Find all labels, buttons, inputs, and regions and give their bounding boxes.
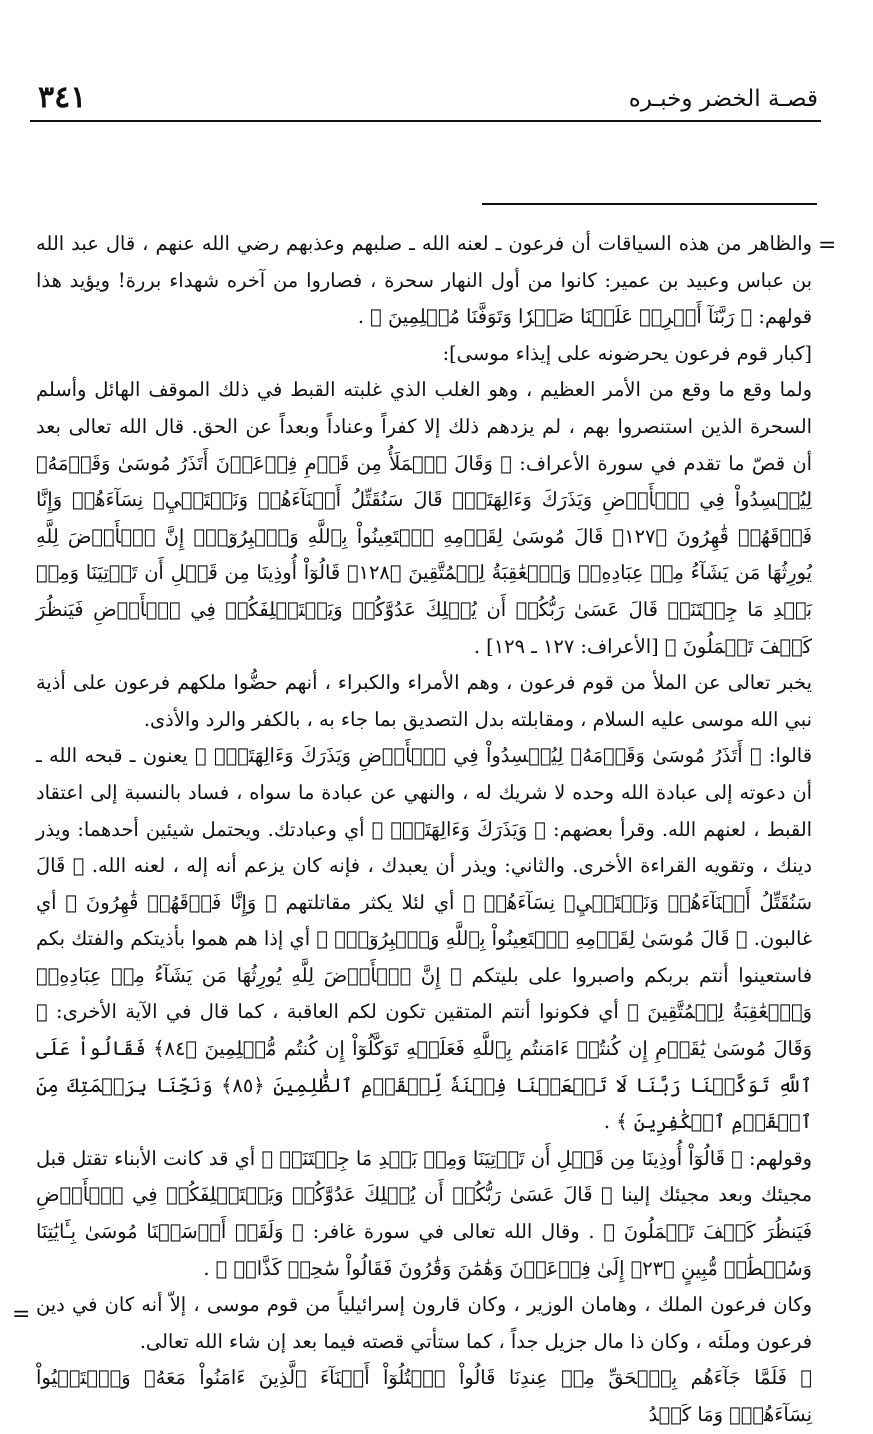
- continuation-mark: =: [818, 233, 837, 258]
- paragraph: وكان فرعون الملك ، وهامان الوزير ، وكان قارون إسرائيلياً من قوم موسى ، إلاّ أنه كان في دين فرعون وملَئه ، وكان ذا مال جزيل جداً ، كما ستأتي قصته فيما بعد إن شاء الله تعالى.: [36, 1293, 812, 1353]
- running-title: قصـة الخضر وخبـره: [628, 86, 818, 112]
- footnote-separator: [482, 203, 817, 205]
- paragraph: ﴿ فَلَمَّا جَآءَهُم بِٱلۡحَقِّ مِنۡ عِندِنَا قَالُواْ ٱقۡتُلُوٓاْ أَبۡنَآءَ ٱلَّذِينَ ءَامَنُواْ مَعَهُۥ وَٱسۡتَحۡيُواْ نِسَآءَهُمۡۚ وَمَا كَيۡدُ: [36, 1366, 812, 1426]
- paragraph: يخبر تعالى عن الملأ من قوم فرعون ، وهم الأمراء والكبراء ، أنهم حضُّوا ملكهم فرعون على أذية نبي الله موسى عليه السلام ، ومقابلته بدل التصديق بما جاء به ، بالكفر والرد والأذى.: [36, 671, 812, 731]
- page-body: [36, 226, 812, 1434]
- header-rule: [30, 120, 821, 122]
- section-heading: [كبار قوم فرعون يحرضونه على إيذاء موسى]:: [442, 341, 812, 365]
- paragraph: ولما وقع ما وقع من الأمر العظيم ، وهو الغلب الذي غلبته القبط في ذلك الموقف الهائل وأسلم السحرة الذين استنصروا بهم ، لم يزدهم ذلك إلا كفراً وعناداً وبعداً عن الحق. قال الله تعالى بعد أن قصّ ما تقدم في سورة الأعراف: ﴿ وَقَالَ ٱلۡمَلَأُ مِن قَوۡمِ فِرۡعَوۡنَ أَتَذَرُ مُوسَىٰ وَقَوۡمَهُۥ لِيُفۡسِدُواْ فِي ٱلۡأَرۡضِ وَيَذَرَكَ وَءَالِهَتَكَۚ قَالَ سَنُقَتِّلُ أَبۡنَآءَهُمۡ وَنَسۡتَحۡيِۦ نِسَآءَهُمۡ وَإِنَّا فَوۡقَهُمۡ قَٰهِرُونَ ﴿١٢٧﴾ قَالَ مُوسَىٰ لِقَوۡمِهِ ٱسۡتَعِينُواْ بِٱللَّهِ وَٱصۡبِرُوٓاْۖ إِنَّ ٱلۡأَرۡضَ لِلَّهِ يُورِثُهَا مَن يَشَآءُ مِنۡ عِبَادِهِۦۖ وَٱلۡعَٰقِبَةُ لِلۡمُتَّقِينَ ﴿١٢٨﴾ قَالُوٓاْ أُوذِينَا مِن قَبۡلِ أَن تَأۡتِيَنَا وَمِنۢ بَعۡدِ مَا جِئۡتَنَاۚ قَالَ عَسَىٰ رَبُّكُمۡ أَن يُهۡلِكَ عَدُوَّكُمۡ وَيَسۡتَخۡلِفَكُمۡ فِي ٱلۡأَرۡضِ فَيَنظُرَ كَيۡفَ تَعۡمَلُونَ ﴾ [الأعراف: ١٢٧ ـ ١٢٩] .: [36, 378, 812, 658]
- page-number: ٣٤١: [38, 80, 87, 115]
- continuation-mark-end: =: [12, 1302, 31, 1327]
- page-header: [38, 78, 818, 126]
- paragraph: والظاهر من هذه السياقات أن فرعون ـ لعنه الله ـ صلبهم وعذبهم رضي الله عنهم ، قال عبد الله بن عباس وعبيد بن عمير: كانوا من أول النهار سحرة ، فصاروا من آخره شهداء بررة! ويؤيد هذا قولهم: ﴿ رَبَّنَآ أَفۡرِغۡ عَلَيۡنَا صَبۡرٗا وَتَوَفَّنَا مُسۡلِمِينَ ﴾ .: [36, 232, 812, 329]
- paragraph: قالوا: ﴿ أَتَذَرُ مُوسَىٰ وَقَوۡمَهُۥ لِيُفۡسِدُواْ فِي ٱلۡأَرۡضِ وَيَذَرَكَ وَءَالِهَتَكَۚ ﴾ يعنون ـ قبحه الله ـ أن دعوته إلى عبادة الله وحده لا شريك له ، والنهي عن عبادة ما سواه ، فساد بالنسبة إلى اعتقاد القبط ، لعنهم الله. وقرأ بعضهم: ﴿ وَيَذَرَكَ وَءَالِهَتَكَۚ ﴾ أي وعبادتك. ويحتمل شيئين أحدهما: ويذر دينك ، وتقويه القراءة الأخرى. والثاني: ويذر أن يعبدك ، فإنه كان يزعم أنه إله ، لعنه الله. ﴿ قَالَ سَنُقَتِّلُ أَبۡنَآءَهُمۡ وَنَسۡتَحۡيِۦ نِسَآءَهُمۡ ﴾ أي لئلا يكثر مقاتلتهم ﴿ وَإِنَّا فَوۡقَهُمۡ قَٰهِرُونَ ﴾ أي غالبون. ﴿ قَالَ مُوسَىٰ لِقَوۡمِهِ ٱسۡتَعِينُواْ بِٱللَّهِ وَٱصۡبِرُوٓاْۖ ﴾ أي إذا هم هموا بأذيتكم والفتك بكم فاستعينوا أنتم بربكم واصبروا على بليتكم ﴿ إِنَّ ٱلۡأَرۡضَ لِلَّهِ يُورِثُهَا مَن يَشَآءُ مِنۡ عِبَادِهِۦۖ وَٱلۡعَٰقِبَةُ لِلۡمُتَّقِينَ ﴾ أي فكونوا أنتم المتقين تكون لكم العاقبة ، كما قال في الآية الأخرى: ﴿ وَقَالَ مُوسَىٰ يَٰقَوۡمِ إِن كُنتُمۡ ءَامَنتُم بِٱللَّهِ فَعَلَيۡهِ تَوَكَّلُوٓاْ إِن كُنتُم مُّسۡلِمِينَ ﴿٨٤﴾ فَقَالُواْ عَلَى ٱللَّهِ تَوَكَّلۡنَا رَبَّنَا لَا تَجۡعَلۡنَا فِتۡنَةٗ لِّلۡقَوۡمِ ٱلظَّٰلِمِينَ ﴿٨٥﴾ وَنَجِّنَا بِرَحۡمَتِكَ مِنَ ٱلۡقَوۡمِ ٱلۡكَٰفِرِينَ ﴾ .: [36, 744, 812, 1134]
- paragraph: وقولهم: ﴿ قَالُوٓاْ أُوذِينَا مِن قَبۡلِ أَن تَأۡتِيَنَا وَمِنۢ بَعۡدِ مَا جِئۡتَنَاۚ ﴾ أي قد كانت الأبناء تقتل قبل مجيئك وبعد مجيئك إلينا ﴿ قَالَ عَسَىٰ رَبُّكُمۡ أَن يُهۡلِكَ عَدُوَّكُمۡ وَيَسۡتَخۡلِفَكُمۡ فِي ٱلۡأَرۡضِ فَيَنظُرَ كَيۡفَ تَعۡمَلُونَ ﴾ . وقال الله تعالى في سورة غافر: ﴿ وَلَقَدۡ أَرۡسَلۡنَا مُوسَىٰ بِـَٔايَٰتِنَا وَسُلۡطَٰنٖ مُّبِينٍ ﴿٢٣﴾ إِلَىٰ فِرۡعَوۡنَ وَهَٰمَٰنَ وَقَٰرُونَ فَقَالُواْ سَٰحِرٞ كَذَّابٞ ﴾ .: [36, 1146, 812, 1280]
